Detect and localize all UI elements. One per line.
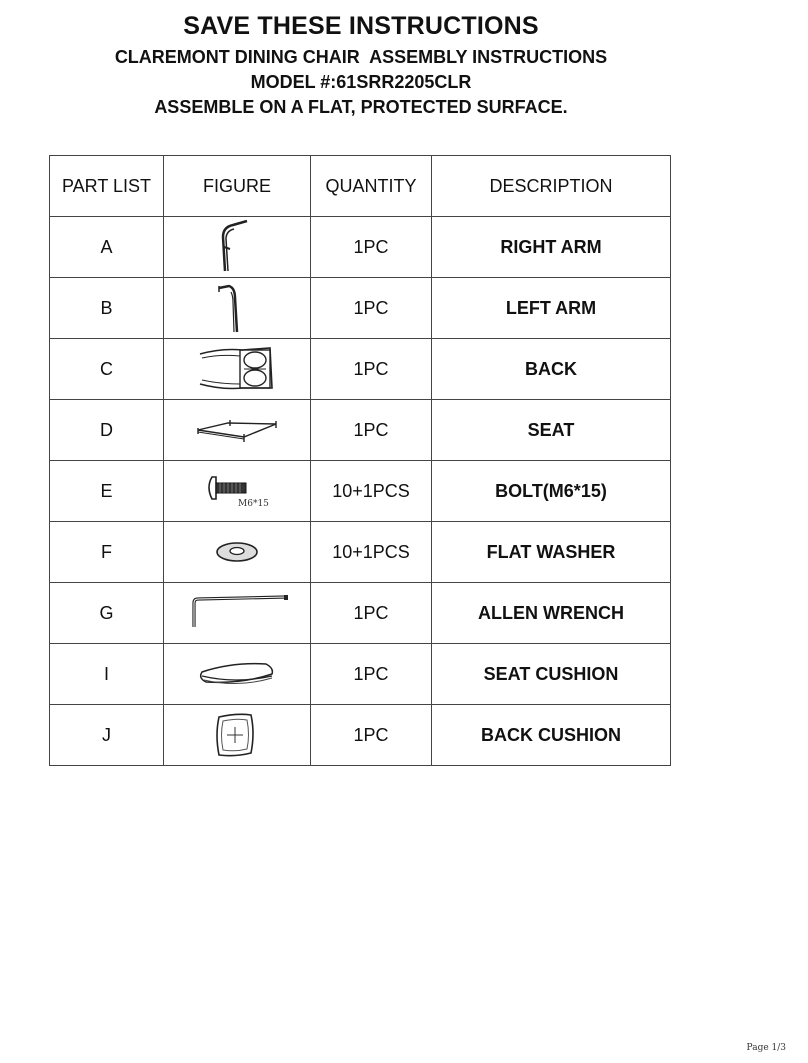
model-number: MODEL #:61SRR2205CLR: [250, 72, 472, 92]
part-letter: D: [50, 400, 164, 461]
part-description: ALLEN WRENCH: [432, 583, 671, 644]
table-row: [50, 644, 671, 705]
allen-wrench-icon: [182, 593, 292, 633]
back-cushion-icon: [207, 709, 267, 761]
page-title: SAVE THESE INSTRUCTIONS: [183, 12, 539, 40]
parts-table: [49, 155, 671, 766]
right-arm-icon: [207, 219, 267, 275]
part-description: SEAT CUSHION: [432, 644, 671, 705]
figure-cell: [164, 278, 311, 339]
table-row: [50, 522, 671, 583]
figure-cell: [164, 461, 311, 522]
figure-cell: [164, 217, 311, 278]
figure-cell: [164, 644, 311, 705]
flat-washer-icon: [207, 534, 267, 570]
table-row: [50, 461, 671, 522]
header-part-list: PART LIST: [50, 156, 164, 217]
part-quantity: 1PC: [311, 705, 432, 766]
table-header-row: [50, 156, 671, 217]
part-quantity: 1PC: [311, 644, 432, 705]
table-row: [50, 705, 671, 766]
product-subtitle: CLAREMONT DINING CHAIR ASSEMBLY INSTRUCTIONS: [114, 47, 608, 67]
part-letter: B: [50, 278, 164, 339]
table-row: [50, 278, 671, 339]
part-description: BOLT(M6*15): [432, 461, 671, 522]
part-quantity: 1PC: [311, 400, 432, 461]
part-description: FLAT WASHER: [432, 522, 671, 583]
part-letter: C: [50, 339, 164, 400]
part-quantity: 1PC: [311, 339, 432, 400]
part-letter: I: [50, 644, 164, 705]
table-row: [50, 400, 671, 461]
part-description: SEAT: [432, 400, 671, 461]
header-figure: FIGURE: [164, 156, 311, 217]
part-letter: E: [50, 461, 164, 522]
seat-cushion-icon: [192, 656, 282, 692]
part-quantity: 1PC: [311, 278, 432, 339]
table-row: [50, 583, 671, 644]
part-description: RIGHT ARM: [432, 217, 671, 278]
chair-back-icon: [192, 344, 282, 394]
part-letter: J: [50, 705, 164, 766]
part-quantity: 1PC: [311, 583, 432, 644]
figure-cell: [164, 705, 311, 766]
part-quantity: 10+1PCS: [311, 461, 432, 522]
page-number: Page 1/3: [746, 1043, 786, 1053]
left-arm-icon: [207, 280, 267, 336]
bolt-size-label: M6*15: [238, 499, 269, 509]
part-letter: A: [50, 217, 164, 278]
part-letter: F: [50, 522, 164, 583]
part-description: LEFT ARM: [432, 278, 671, 339]
table-row: [50, 339, 671, 400]
figure-cell: [164, 522, 311, 583]
part-quantity: 1PC: [311, 217, 432, 278]
part-description: BACK CUSHION: [432, 705, 671, 766]
header-quantity: QUANTITY: [311, 156, 432, 217]
part-letter: G: [50, 583, 164, 644]
assembly-note: ASSEMBLE ON A FLAT, PROTECTED SURFACE.: [154, 97, 568, 117]
figure-cell: [164, 583, 311, 644]
part-quantity: 10+1PCS: [311, 522, 432, 583]
table-row: [50, 217, 671, 278]
figure-cell: [164, 400, 311, 461]
figure-cell: [164, 339, 311, 400]
part-description: BACK: [432, 339, 671, 400]
header-description: DESCRIPTION: [432, 156, 671, 217]
seat-frame-icon: [192, 410, 282, 450]
